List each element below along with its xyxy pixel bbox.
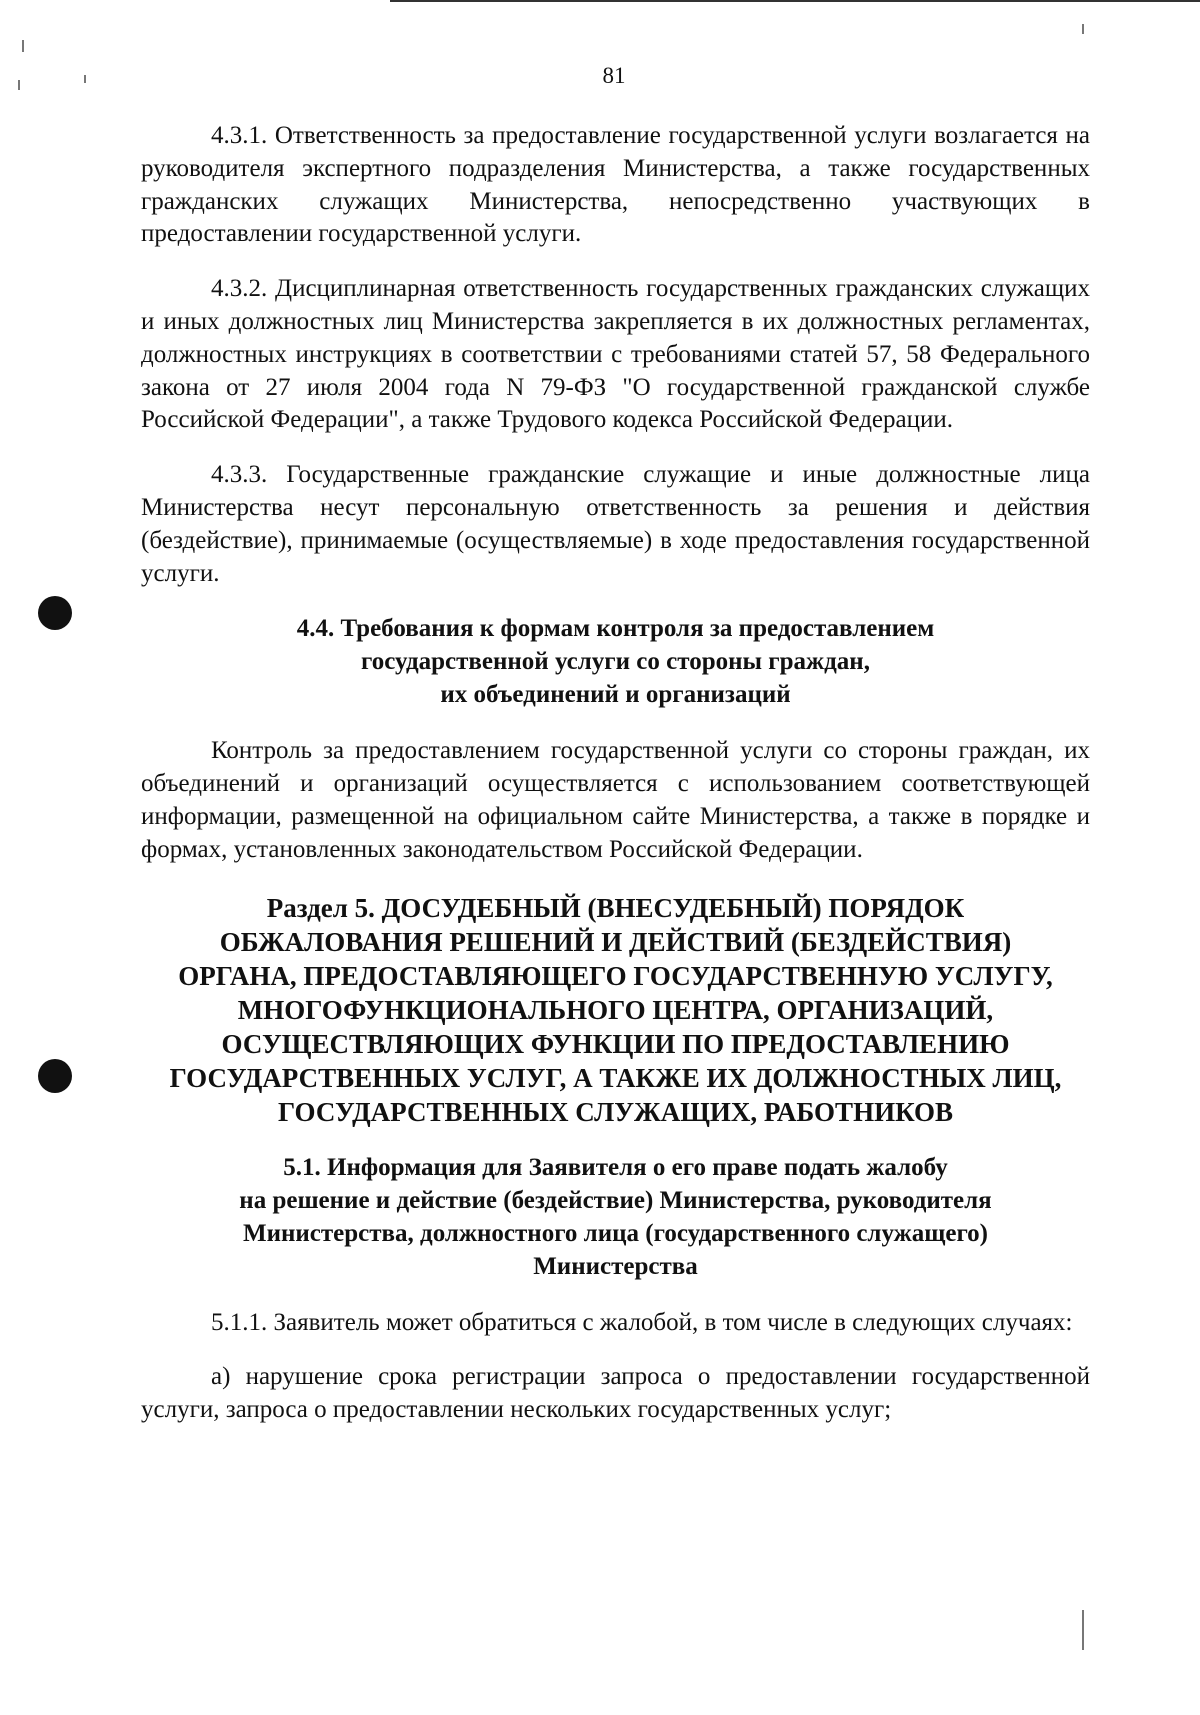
page-number: 81 (602, 63, 626, 88)
top-edge-line (390, 0, 1200, 2)
scan-artifact (1082, 24, 1084, 34)
paragraph-4-3-3: 4.3.3. Государственные гражданские служащие и иные должностные лица Министерства несут персональную ответственность за решения и действия (бездействие), принимаемые (осуществляемые) в ходе предоставления государственной услуги. (141, 461, 1090, 587)
heading-line: ГОСУДАРСТВЕННЫХ УСЛУГ, А ТАКЖЕ ИХ ДОЛЖНОСТНЫХ ЛИЦ, (169, 1062, 1062, 1093)
heading-line: ОСУЩЕСТВЛЯЮЩИХ ФУНКЦИИ ПО ПРЕДОСТАВЛЕНИЮ (221, 1028, 1010, 1059)
heading-line: 4.4. Требования к формам контроля за предоставлением (296, 615, 935, 643)
heading-line: МНОГОФУНКЦИОНАЛЬНОГО ЦЕНТРА, ОРГАНИЗАЦИЙ, (237, 994, 994, 1025)
heading-line: ОРГАНА, ПРЕДОСТАВЛЯЮЩЕГО ГОСУДАРСТВЕННУЮ УСЛУГУ, (178, 960, 1053, 991)
scan-artifact (1082, 1610, 1084, 1650)
heading-line: государственной услуги со стороны граждан, (361, 648, 870, 676)
punch-hole-mark (38, 596, 72, 630)
heading-5-1 (141, 1151, 1090, 1283)
heading-line: 5.1. Информация для Заявителя о его праве подать жалобу (283, 1153, 948, 1181)
heading-line: их объединений и организаций (440, 681, 791, 709)
heading-line: ОБЖАЛОВАНИЯ РЕШЕНИЙ И ДЕЙСТВИЙ (БЕЗДЕЙСТВИЯ) (219, 926, 1012, 957)
punch-hole-mark (38, 1059, 72, 1093)
document-body (141, 120, 1090, 1449)
paragraph-4-3-1: 4.3.1. Ответственность за предоставление государственной услуги возлагается на руководителя экспертного подразделения Министерства, а также государственных гражданских служащих Министерства, непосредственно участвующих в предоставлении государственной услуги. (141, 122, 1090, 248)
heading-line: Министерства, должностного лица (государственного служащего) (242, 1219, 989, 1247)
heading-line: на решение и действие (бездействие) Министерства, руководителя (239, 1186, 992, 1214)
scan-artifact (22, 40, 24, 52)
heading-section-5 (133, 891, 1098, 1129)
heading-4-4 (141, 612, 1090, 711)
heading-line: Министерства (533, 1252, 698, 1280)
paragraph-4-4-body: Контроль за предоставлением государственной услуги со стороны граждан, их объединений и организаций осуществляется с использованием соответствующей информации, размещенной на официальном сайте Министерства, а также в порядке и формах, установленных законодательством Российской Федерации. (141, 737, 1090, 863)
paragraph-4-3-2: 4.3.2. Дисциплинарная ответственность государственных гражданских служащих и иных должностных лиц Министерства закрепляется в их должностных регламентах, должностных инструкциях в соответствии с требованиями статей 57, 58 Федерального закона от 27 июля 2004 года N 79-ФЗ "О государственной гражданской службе Российской Федерации", а также Трудового кодекса Российской Федерации. (141, 275, 1090, 434)
paragraph-5-1-1: 5.1.1. Заявитель может обратиться с жалобой, в том числе в следующих случаях: (211, 1308, 1073, 1336)
heading-line: ГОСУДАРСТВЕННЫХ СЛУЖАЩИХ, РАБОТНИКОВ (278, 1096, 953, 1127)
paragraph-5-1-1-a: а) нарушение срока регистрации запроса о предоставлении государственной услуги, запроса о предоставлении нескольких государственных услуг; (141, 1363, 1090, 1424)
heading-line: Раздел 5. ДОСУДЕБНЫЙ (ВНЕСУДЕБНЫЙ) ПОРЯДОК (266, 892, 965, 923)
